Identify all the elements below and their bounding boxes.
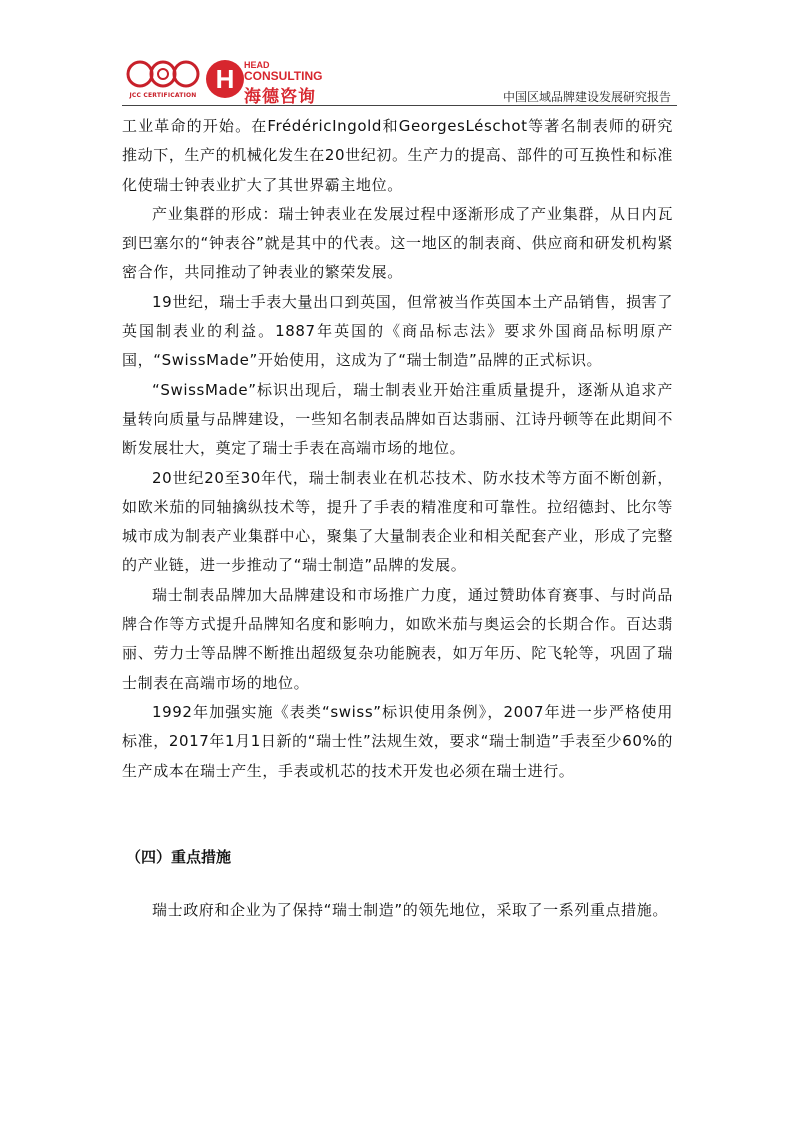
closing-text [122,896,673,925]
paragraph: 20世纪20至30年代，瑞士制表业在机芯技术、防水技术等方面不断创新，如欧米茄的同轴擒纵技术等，提升了手表的精准度和可靠性。拉绍德封、比尔等城市成为制表产业集群中心，聚集了大量制表企业和相关配套产业，形成了完整的产业链，进一步推动了“瑞士制造”品牌的发展。 [122,468,673,575]
paragraph: 工业革命的开始。在FrédéricIngold和GeorgesLéschot等著名制表师的研究推动下，生产的机械化发生在20世纪初。生产力的提高、部件的可互换性和标准化使瑞士钟表业扩大了其世界霸主地位。 [122,117,673,194]
paragraph: 19世纪，瑞士手表大量出口到英国，但常被当作英国本土产品销售，损害了英国制表业的利益。1887年英国的《商品标志法》要求外国商品标明原产国，“SwissMade”开始使用，这成为了“瑞士制造”品牌的正式标识。 [122,292,673,370]
section-heading: （四）重点措施 [126,848,232,866]
head-consulting-logo [206,58,326,107]
head-logo-english: HEAD CONSULTING [244,60,323,83]
jcc-logo-caption: JCC CERTIFICATION [129,92,197,99]
header-divider [122,105,677,106]
head-logo-mark-icon: H [206,60,244,98]
paragraph: 瑞士制表品牌加大品牌建设和市场推广力度，通过赞助体育赛事、与时尚品牌合作等方式提升品牌知名度和影响力，如欧米茄与奥运会的长期合作。百达翡丽、劳力士等品牌不断推出超级复杂功能腕表，如万年历、陀飞轮等，巩固了瑞士制表在高端市场的地位。 [122,585,673,692]
jcc-rings-icon [126,58,200,90]
body-text [122,112,673,786]
head-logo-chinese: 海德咨询 [244,87,316,107]
paragraph: “SwissMade”标识出现后，瑞士制表业开始注重质量提升，逐渐从追求产量转向质量与品牌建设，一些知名制表品牌如百达翡丽、江诗丹顿等在此期间不断发展壮大，奠定了瑞士手表在高端市场的地位。 [122,380,673,458]
paragraph: 产业集群的形成：瑞士钟表业在发展过程中逐渐形成了产业集群，从日内瓦到巴塞尔的“钟表谷”就是其中的代表。这一地区的制表商、供应商和研发机构紧密合作，共同推动了钟表业的繁荣发展。 [122,204,673,282]
paragraph: 瑞士政府和企业为了保持“瑞士制造”的领先地位，采取了一系列重点措施。 [152,901,668,919]
paragraph: 1992年加强实施《表类“swiss”标识使用条例》，2007年进一步严格使用标准，2017年1月1日新的“瑞士性”法规生效，要求“瑞士制造”手表至少60%的生产成本在瑞士产生，手表或机芯的技术开发也必须在瑞士进行。 [122,702,673,780]
jcc-certification-logo [126,58,200,104]
report-title: 中国区域品牌建设发展研究报告 [502,90,671,104]
page-header [0,0,793,110]
